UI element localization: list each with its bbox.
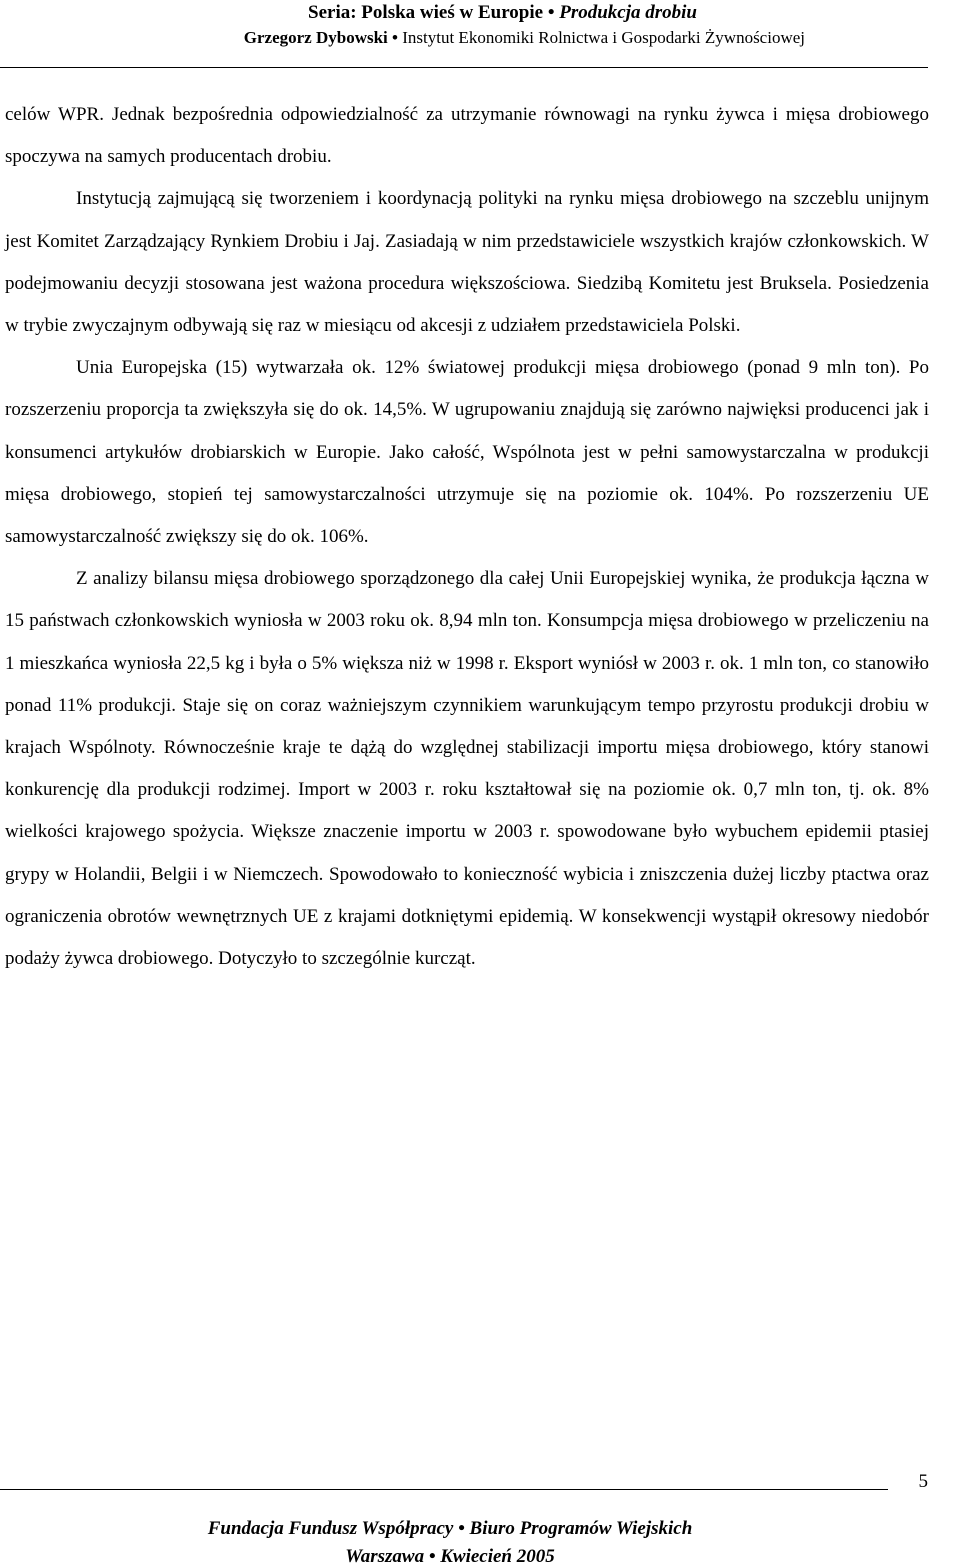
paragraph-4: Z analizy bilansu mięsa drobiowego sporządzonego dla całej Unii Europejskiej wynika, że produkcja łączna w 15 państwach członkowskich wyniosła w 2003 roku ok. 8,94 mln ton. Konsumpcja mięsa drobiowego w przeliczeniu na 1 mieszkańca wyniosła 22,5 kg i była o 5% większa niż w 1998 r. Eksport wyniósł w 2003 r. ok. 1 mln ton, co stanowiło ponad 11% produkcji. Staje się on coraz ważniejszym czynnikiem warunkującym tempo przyrostu produkcji drobiu w krajach Wspólnoty. Równocześnie kraje te dążą do względnej stabilizacji importu mięsa drobiowego, który stanowi konkurencję dla produkcji rodzimej. Import w 2003 r. roku kształtował się na poziomie ok. 0,7 mln ton, tj. ok. 8% wielkości krajowego spożycia. Większe znaczenie importu w 2003 r. spowodowane było wybuchem epidemii ptasiej grypy w Holandii, Belgii i w Niemczech. Spowodowało to konieczność wybicia i zniszczenia dużej liczby ptactwa oraz ograniczenia obrotów wewnętrznych UE z krajami dotkniętymi epidemią. W konsekwencji wystąpił okresowy niedobór podaży żywca drobiowego. Dotyczyło to szczególnie kurcząt. [5, 568, 929, 970]
header-series-label: Seria: Polska wieś w Europie [308, 2, 544, 23]
paragraph-1: celów WPR. Jednak bezpośrednia odpowiedzialność za utrzymanie równowagi na rynku żywca i mięsa drobiowego spoczywa na samych producentach drobiu. [5, 104, 929, 168]
header-bullet-2: • [392, 28, 398, 47]
footer-divider [0, 1489, 888, 1490]
header-institute: Instytut Ekonomiki Rolnictwa i Gospodarki Żywnościowej [402, 28, 805, 47]
header-author-line [244, 28, 805, 48]
document-body [5, 94, 929, 980]
paragraph-2: Instytucją zajmującą się tworzeniem i koordynacją polityki na rynku mięsa drobiowego na szczeblu unijnym jest Komitet Zarządzający Rynkiem Drobiu i Jaj. Zasiadają w nim przedstawiciele wszystkich krajów członkowskich. W podejmowaniu decyzji stosowana jest ważona procedura większościowa. Siedzibą Komitetu jest Bruksela. Posiedzenia w trybie zwyczajnym odbywają się raz w miesiącu od akcesji z udziałem przedstawiciela Polski. [5, 188, 929, 337]
header-divider [0, 67, 928, 68]
header-author: Grzegorz Dybowski [243, 28, 388, 47]
footer-organization: Fundacja Fundusz Współpracy • Biuro Programów Wiejskich [207, 1518, 693, 1539]
page-number: 5 [918, 1471, 928, 1492]
footer-place-date: Warszawa • Kwiecień 2005 [345, 1546, 555, 1567]
paragraph-3: Unia Europejska (15) wytwarzała ok. 12% światowej produkcji mięsa drobiowego (ponad 9 mln ton). Po rozszerzeniu proporcja ta zwiększyła się do ok. 14,5%. W ugrupowaniu znajdują się zarówno najwięksi producenci jak i konsumenci artykułów drobiarskich w Europie. Jako całość, Wspólnota jest w pełni samowystarczalna w produkcji mięsa drobiowego, stopień tej samowystarczalności utrzymuje się na poziomie ok. 104%. Po rozszerzeniu UE samowystarczalność zwiększy się do ok. 106%. [5, 357, 929, 548]
header-series-line [308, 2, 697, 24]
header-bullet: • [547, 2, 555, 23]
header-series-topic: Produkcja drobiu [559, 2, 697, 23]
